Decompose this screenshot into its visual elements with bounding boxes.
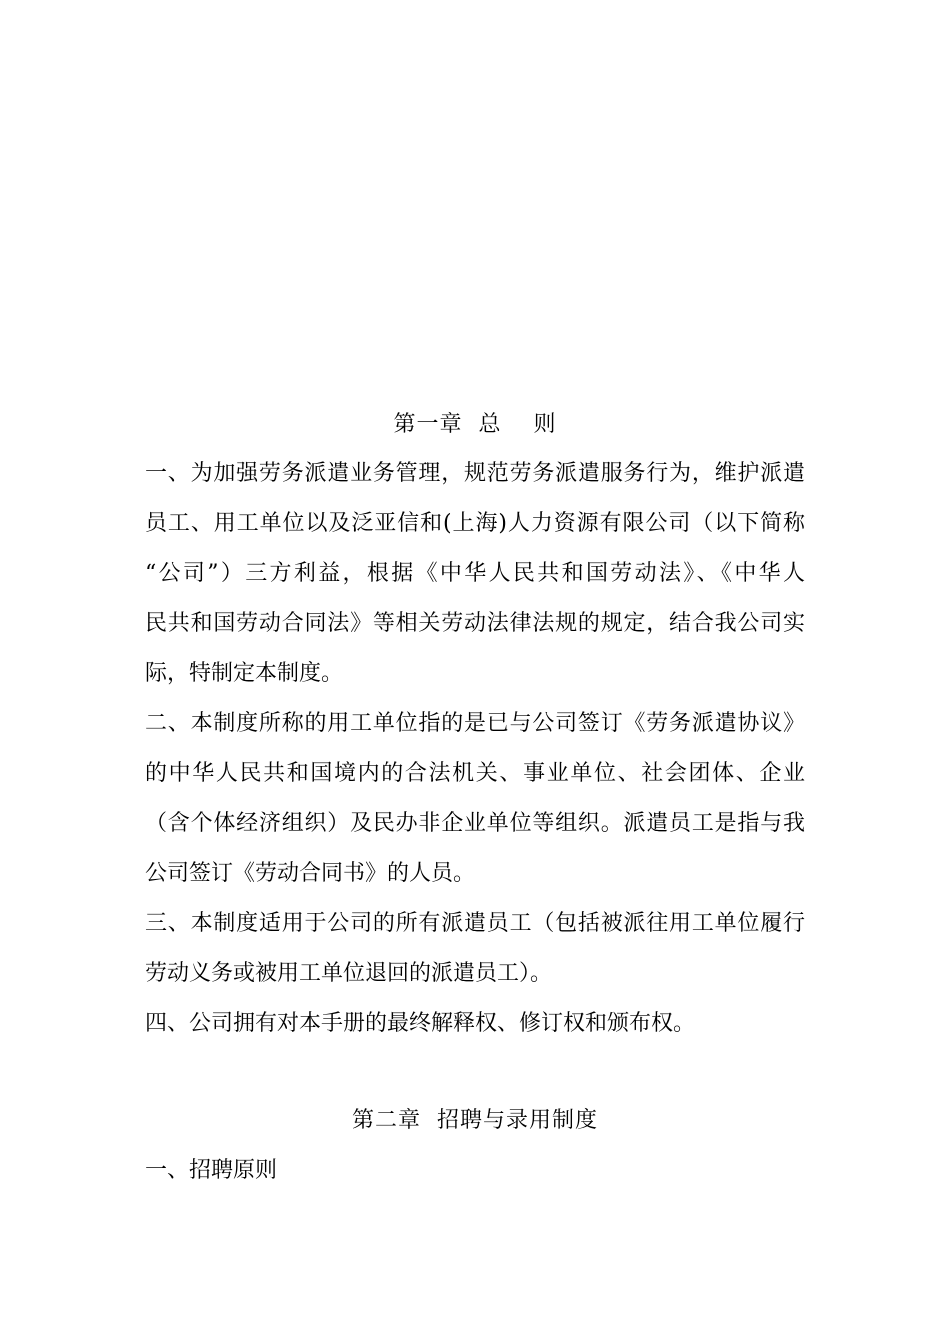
paragraph-2-line-4: 公司签订《劳动合同书》的人员。 <box>145 861 476 886</box>
paragraph-2-line-3: （含个体经济组织）及民办非企业单位等组织。派遣员工是指与我 <box>145 811 805 836</box>
paragraph-1-line-2: 员工、用工单位以及泛亚信和(上海)人力资源有限公司（以下简称 <box>145 511 805 536</box>
paragraph-3-line-1: 三、本制度适用于公司的所有派遣员工（包括被派往用工单位履行 <box>145 911 805 936</box>
chapter-1-title: 第一章 总 则 <box>393 412 557 437</box>
paragraph-1-line-4: 民共和国劳动合同法》等相关劳动法律法规的规定，结合我公司实 <box>145 611 805 636</box>
paragraph-1-line-3: “公司”）三方利益，根据《中华人民共和国劳动法》、《中华人 <box>145 561 805 586</box>
paragraph-4-line-1: 四、公司拥有对本手册的最终解释权、修订权和颁布权。 <box>145 1011 696 1036</box>
paragraph-2-line-2: 的中华人民共和国境内的合法机关、事业单位、社会团体、企业 <box>145 761 805 786</box>
paragraph-2-line-1: 二、本制度所称的用工单位指的是已与公司签订《劳务派遣协议》 <box>145 711 805 736</box>
paragraph-1-line-5: 际，特制定本制度。 <box>145 661 344 686</box>
chapter-2-title: 第二章 招聘与录用制度 <box>352 1108 598 1133</box>
paragraph-3-line-2: 劳动义务或被用工单位退回的派遣员工）。 <box>145 961 553 986</box>
section-1-heading: 一、招聘原则 <box>145 1158 278 1183</box>
paragraph-1-line-1: 一、为加强劳务派遣业务管理，规范劳务派遣服务行为，维护派遣 <box>145 461 805 486</box>
